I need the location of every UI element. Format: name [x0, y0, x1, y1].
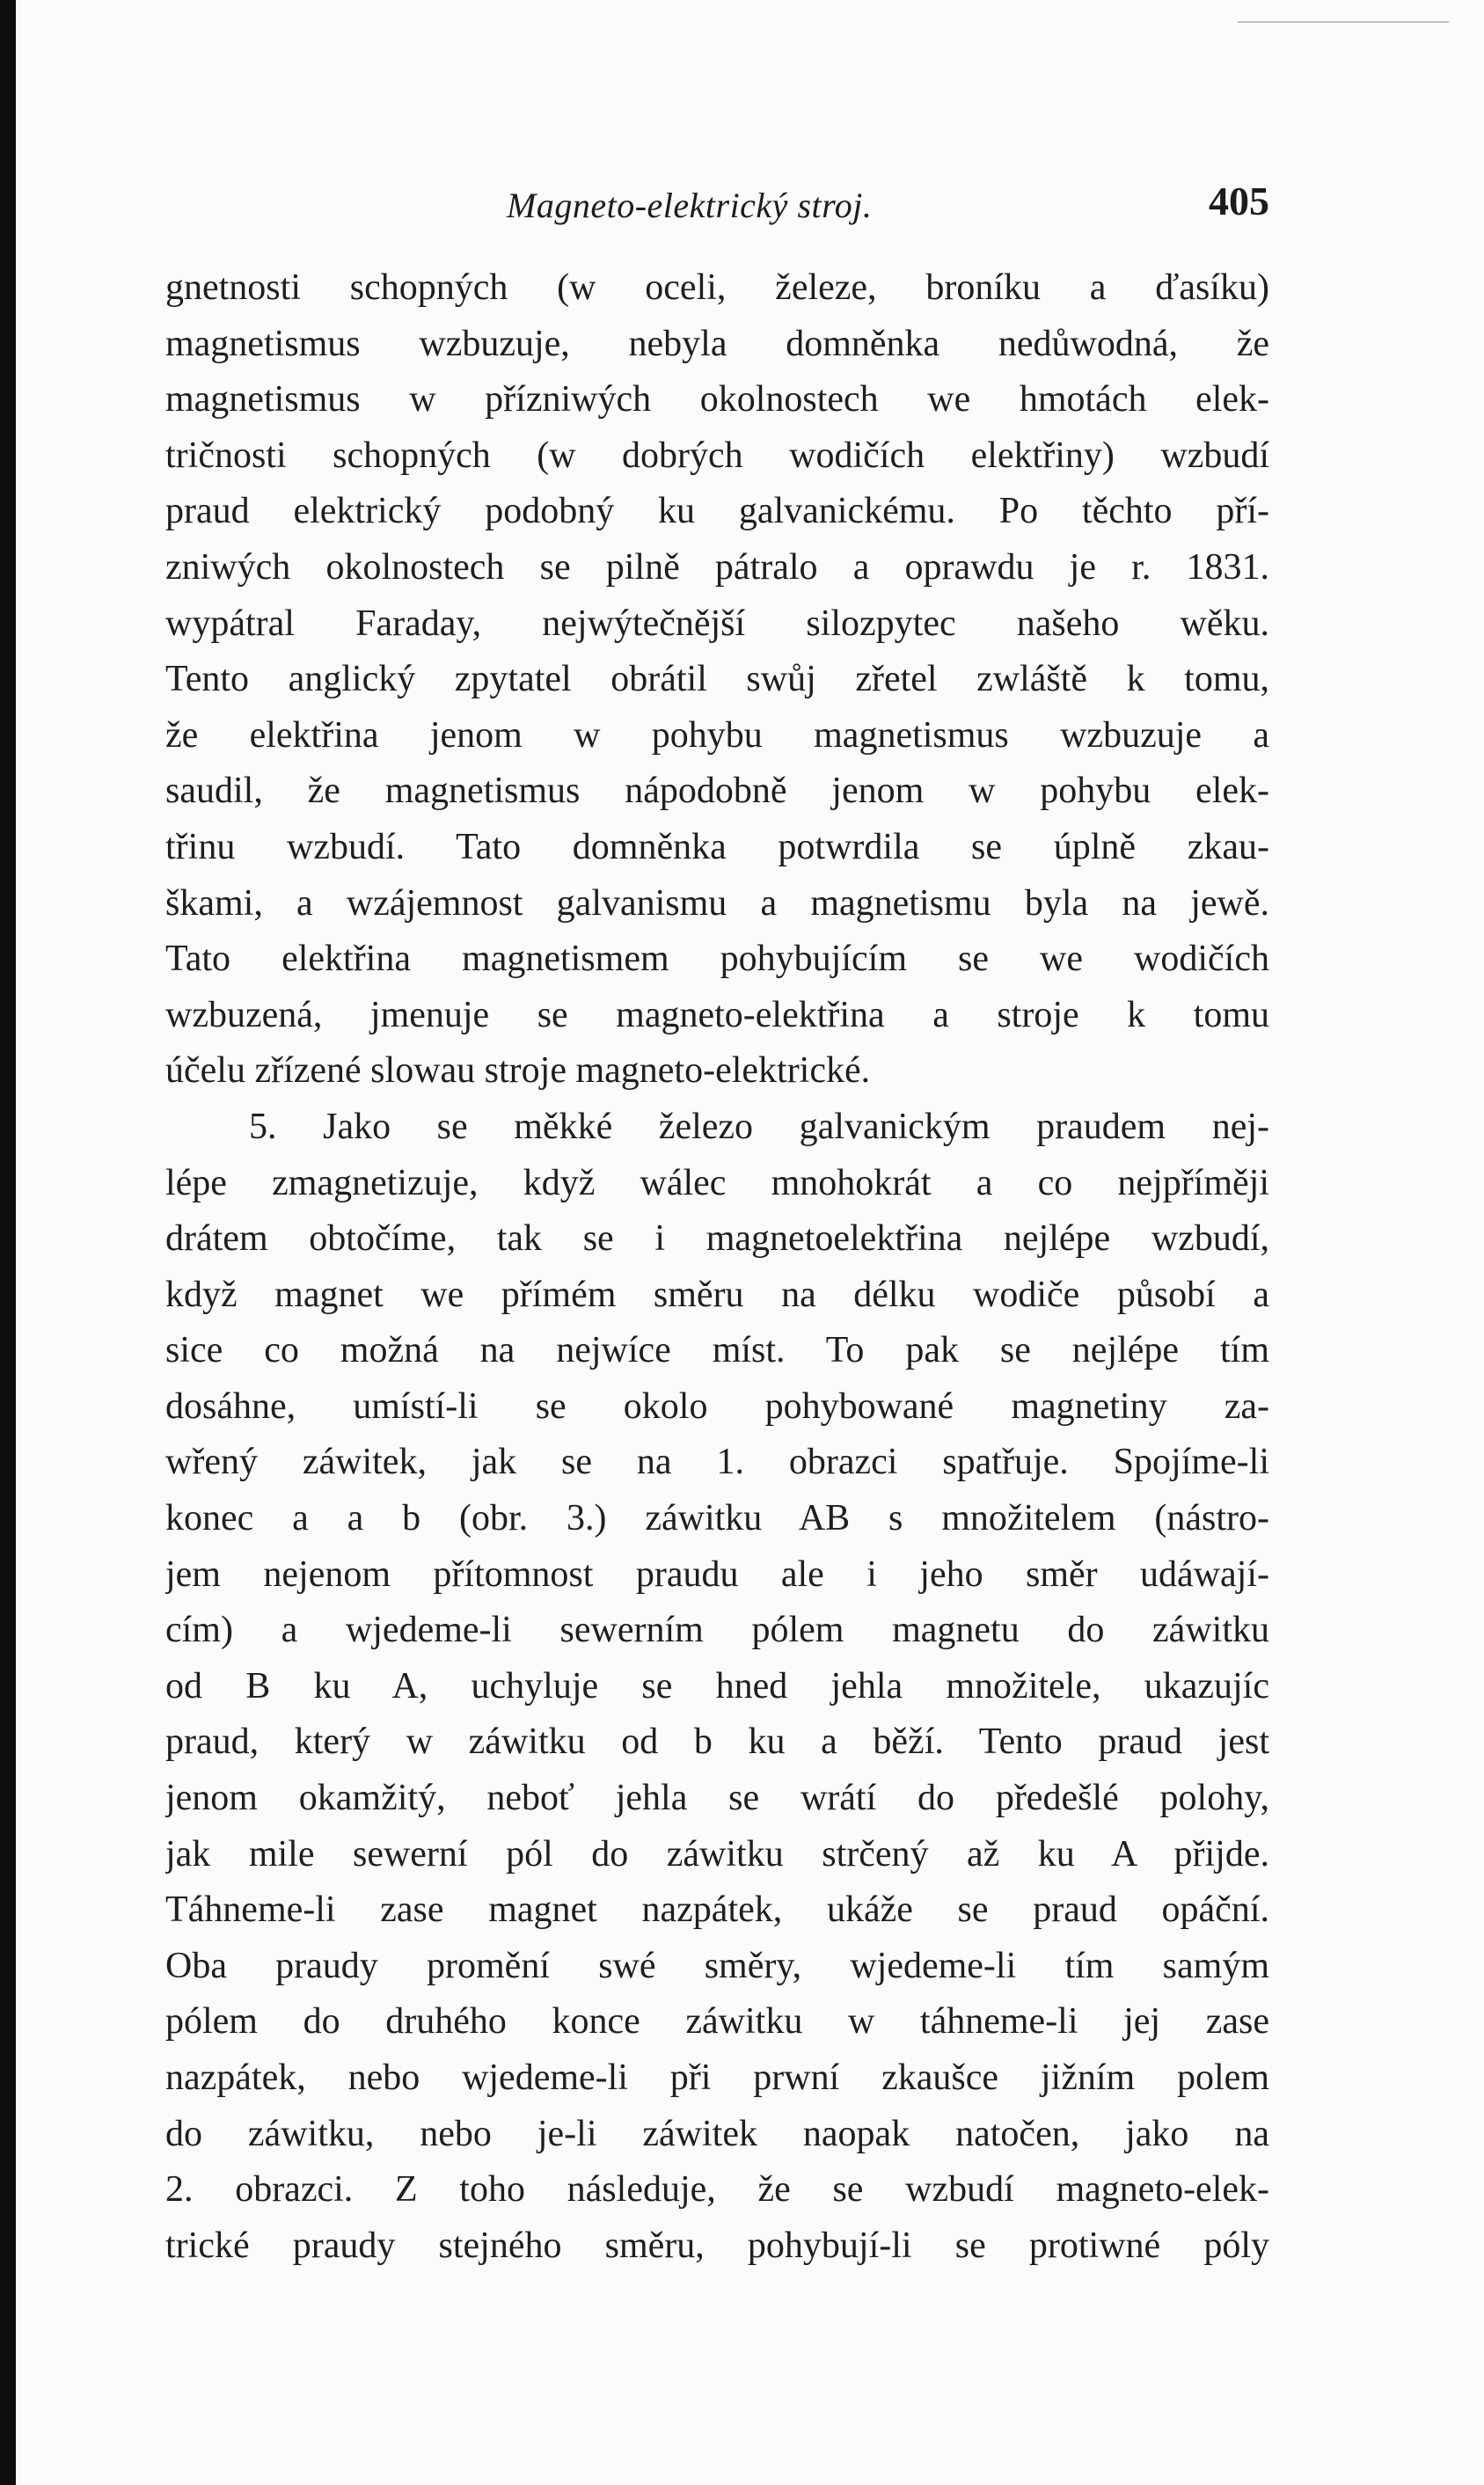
text-line-14: wzbuzená, jmenuje se magneto-elektřina a stroje k tomu — [165, 994, 1269, 1035]
text-line-9: že elektřina jenom w pohybu magnetismus wzbuzuje a — [165, 714, 1269, 756]
text-line-30: Táhneme-li zase magnet nazpátek, ukáže se praud opáční. — [165, 1889, 1269, 1931]
page-number: 405 — [1209, 179, 1269, 223]
text-line-12: škami, a wzájemnost galvanismu a magnetismu byla na jewě. — [165, 882, 1269, 924]
book-page — [16, 0, 1484, 2485]
text-line-5: praud elektrický podobný ku galvanickému. Po těchto pří- — [165, 491, 1269, 532]
text-line-34: do záwitku, nebo je-li záwitek naopak natočen, jako na — [165, 2113, 1269, 2154]
text-line-22: wřený záwitek, jak se na 1. obrazci spatřuje. Spojíme-li — [165, 1442, 1269, 1483]
text-line-36: trické praudy stejného směru, pohybují-li se protiwné póly — [165, 2225, 1269, 2266]
text-line-11: třinu wzbudí. Tato domněnka potwrdila se úplně zkau- — [165, 826, 1269, 867]
text-line-16: 5. Jako se měkké železo galvanickým praudem nej- — [249, 1106, 1269, 1147]
text-line-29: jak mile sewerní pól do záwitku strčený až ku A přijde. — [165, 1833, 1269, 1875]
text-line-7: wypátral Faraday, nejwýtečnější silozpytec našeho wěku. — [165, 603, 1269, 644]
text-line-28: jenom okamžitý, neboť jehla se wrátí do předešlé polohy, — [165, 1778, 1269, 1819]
text-line-13: Tato elektřina magnetismem pohybujícím se we wodičích — [165, 939, 1269, 980]
text-line-10: saudil, že magnetismus nápodobně jenom w pohybu elek- — [165, 771, 1269, 812]
text-line-21: dosáhne, umístí-li se okolo pohybowané magnetiny za- — [165, 1385, 1269, 1427]
text-line-27: praud, který w záwitku od b ku a běží. Tento praud jest — [165, 1721, 1269, 1763]
text-line-17: lépe zmagnetizuje, když wálec mnohokrát a co nejpříměji — [165, 1162, 1269, 1203]
text-line-1: gnetnosti schopných (w oceli, železe, broníku a ďasíku) — [165, 267, 1269, 308]
text-line-18: drátem obtočíme, tak se i magnetoelektřina nejlépe wzbudí, — [165, 1218, 1269, 1260]
body-text — [165, 260, 1269, 2274]
scan-artifact-mark — [1238, 21, 1449, 58]
text-line-8: Tento anglický zpytatel obrátil swůj zřetel zwláště k tomu, — [165, 659, 1269, 700]
text-line-35: 2. obrazci. Z toho následuje, že se wzbudí magneto-elek- — [165, 2169, 1269, 2211]
text-line-2: magnetismus wzbuzuje, nebyla domněnka nedůwodná, že — [165, 323, 1269, 364]
text-line-3: magnetismus w přízniwých okolnostech we hmotách elek- — [165, 379, 1269, 420]
text-line-4: tričnosti schopných (w dobrých wodičích elektřiny) wzbudí — [165, 435, 1269, 476]
text-line-31: Oba praudy promění swé směry, wjedeme-li tím samým — [165, 1945, 1269, 1986]
running-title: Magneto-elektrický stroj. — [507, 186, 873, 225]
text-line-26: od B ku A, uchyluje se hned jehla množitele, ukazujíc — [165, 1665, 1269, 1707]
text-line-25: cím) a wjedeme-li sewerním pólem magnetu do záwitku — [165, 1610, 1269, 1651]
scan-edge — [0, 0, 16, 2485]
text-line-33: nazpátek, nebo wjedeme-li při prwní zkaušce jižním polem — [165, 2057, 1269, 2098]
text-line-20: sice co možná na nejwíce míst. To pak se nejlépe tím — [165, 1330, 1269, 1371]
text-line-15: účelu zřízené slowau stroje magneto-elektrické. — [165, 1050, 871, 1092]
text-line-6: zniwých okolnostech se pilně pátralo a oprawdu je r. 1831. — [165, 546, 1269, 588]
page-header — [165, 172, 1269, 243]
text-line-23: konec a a b (obr. 3.) záwitku AB s množitelem (nástro- — [165, 1498, 1269, 1539]
text-line-32: pólem do druhého konce záwitku w táhneme-li jej zase — [165, 2001, 1269, 2043]
text-line-24: jem nejenom přítomnost praudu ale i jeho směr udáwají- — [165, 1553, 1269, 1595]
text-line-19: když magnet we přímém směru na délku wodiče působí a — [165, 1274, 1269, 1315]
